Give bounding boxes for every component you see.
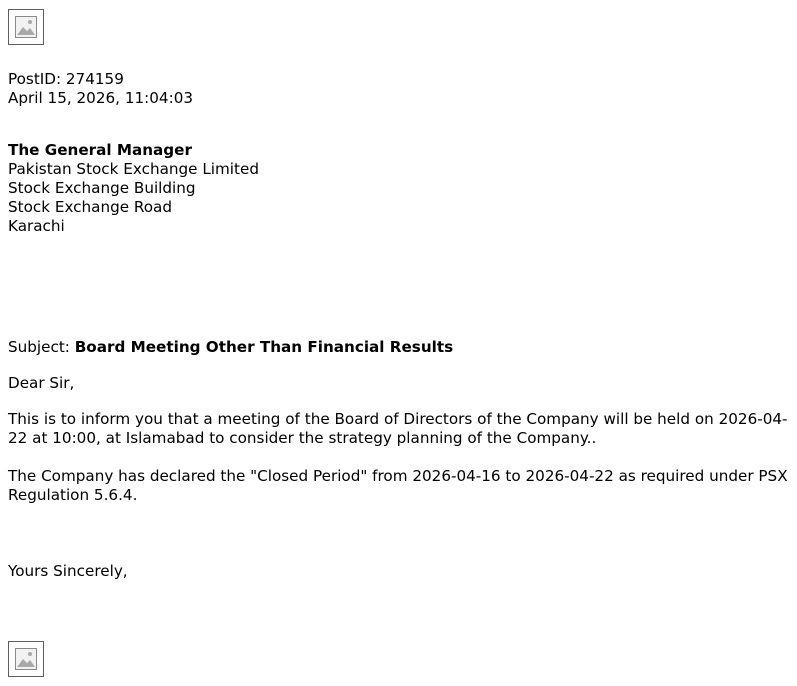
closing: Yours Sincerely, bbox=[8, 562, 128, 580]
body-paragraph-2: The Company has declared the "Closed Period" from 2026-04-16 to 2026-04-22 as required under PSX Regulation 5.6.4. bbox=[8, 467, 788, 504]
broken-image-icon bbox=[15, 16, 37, 38]
recipient-city: Karachi bbox=[8, 217, 65, 235]
post-timestamp: April 15, 2026, 11:04:03 bbox=[8, 89, 194, 107]
body-paragraph-1: This is to inform you that a meeting of the Board of Directors of the Company will be held on 2026-04-22 at 10:00, at Islamabad to consider the strategy planning of the Company.. bbox=[8, 410, 788, 447]
header-logo-image bbox=[8, 9, 44, 45]
recipient-company: Pakistan Stock Exchange Limited bbox=[8, 160, 259, 178]
subject-line bbox=[8, 338, 453, 357]
subject-label: Subject: bbox=[8, 338, 75, 356]
recipient-title: The General Manager bbox=[8, 141, 192, 159]
broken-image-icon bbox=[15, 648, 37, 670]
signature-image bbox=[8, 641, 44, 677]
salutation: Dear Sir, bbox=[8, 374, 75, 392]
recipient-building: Stock Exchange Building bbox=[8, 179, 196, 197]
post-id: PostID: 274159 bbox=[8, 70, 124, 88]
recipient-road: Stock Exchange Road bbox=[8, 198, 173, 216]
subject-text: Board Meeting Other Than Financial Results bbox=[74, 338, 454, 356]
